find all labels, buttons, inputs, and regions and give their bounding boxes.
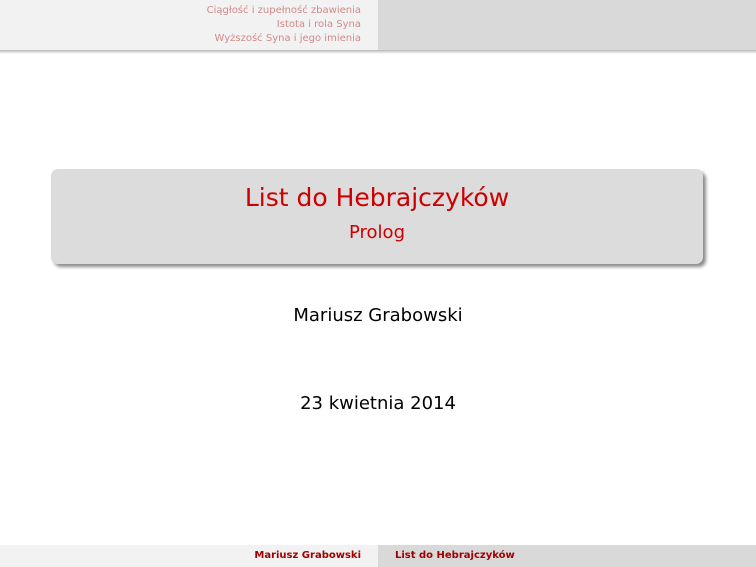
section-navigation: [0, 0, 378, 50]
headline-shadow: [0, 50, 756, 54]
footer-author: Mariusz Grabowski: [0, 545, 378, 567]
title-box: [51, 169, 703, 264]
presentation-date: 23 kwietnia 2014: [300, 393, 456, 414]
headline-right-panel: [378, 0, 756, 50]
author-name: Mariusz Grabowski: [293, 305, 463, 326]
presentation-title: List do Hebrajczyków: [244, 183, 510, 212]
nav-section-superiority-son[interactable]: Wyższość Syna i jego imienia: [214, 33, 361, 44]
presentation-subtitle: Prolog: [349, 222, 405, 243]
nav-section-continuity-salvation[interactable]: Ciągłość i zupełność zbawienia: [206, 5, 361, 16]
footer-short-title: List do Hebrajczyków: [378, 545, 756, 567]
footline-bar: [0, 545, 756, 567]
headline-bar: [0, 0, 756, 50]
nav-section-essence-role-son[interactable]: Istota i rola Syna: [276, 19, 361, 30]
